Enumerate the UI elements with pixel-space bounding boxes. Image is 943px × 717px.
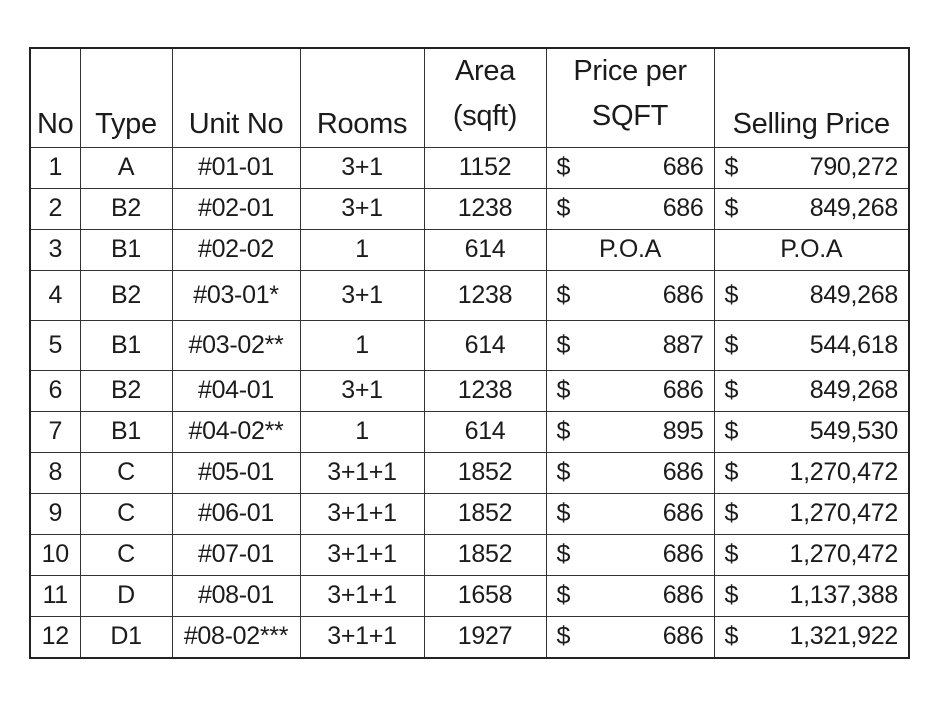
cell-type: B2 — [80, 270, 172, 320]
cell-type: C — [80, 452, 172, 493]
cell-type: A — [80, 147, 172, 188]
header-area — [424, 48, 546, 147]
table-row — [30, 493, 909, 534]
cell-selling-price — [714, 270, 909, 320]
table-row — [30, 229, 909, 270]
selling-price-value: 1,270,472 — [789, 499, 898, 528]
cell-no: 9 — [30, 493, 80, 534]
cell-price-per-sqft — [546, 147, 714, 188]
header-area-line1: Area — [454, 55, 516, 87]
cell-selling-price — [714, 370, 909, 411]
header-price-per-sqft — [546, 48, 714, 147]
price-per-sqft-value: 686 — [662, 280, 704, 309]
cell-price-per-sqft — [546, 411, 714, 452]
cell-type: B1 — [80, 229, 172, 270]
currency-symbol: $ — [556, 581, 571, 610]
price-per-sqft-value: 686 — [662, 540, 704, 569]
cell-no: 10 — [30, 534, 80, 575]
cell-unit-no: #02-01 — [172, 188, 300, 229]
currency-symbol: $ — [556, 458, 571, 487]
currency-symbol: $ — [556, 376, 571, 405]
cell-area: 1152 — [424, 147, 546, 188]
cell-type: D1 — [80, 616, 172, 658]
selling-price-value: 1,137,388 — [789, 581, 898, 610]
cell-rooms: 3+1 — [300, 370, 424, 411]
currency-symbol: $ — [724, 417, 739, 446]
header-psf-line1: Price per — [573, 55, 687, 87]
selling-price-value: 849,268 — [809, 376, 898, 405]
cell-no: 2 — [30, 188, 80, 229]
cell-no: 4 — [30, 270, 80, 320]
cell-area: 614 — [424, 229, 546, 270]
cell-price-per-sqft — [546, 320, 714, 370]
currency-symbol: $ — [556, 194, 571, 223]
cell-unit-no: #02-02 — [172, 229, 300, 270]
currency-symbol: $ — [724, 376, 739, 405]
cell-type: B2 — [80, 188, 172, 229]
cell-no: 5 — [30, 320, 80, 370]
cell-area: 1927 — [424, 616, 546, 658]
cell-no: 1 — [30, 147, 80, 188]
cell-rooms: 3+1 — [300, 147, 424, 188]
cell-no: 8 — [30, 452, 80, 493]
cell-unit-no: #04-01 — [172, 370, 300, 411]
price-list-sheet — [29, 47, 910, 659]
cell-price-per-sqft — [546, 493, 714, 534]
currency-symbol: $ — [724, 153, 739, 182]
cell-unit-no: #07-01 — [172, 534, 300, 575]
cell-rooms: 1 — [300, 411, 424, 452]
cell-area: 1238 — [424, 370, 546, 411]
header-psf-line2: SQFT — [591, 99, 669, 132]
table-row — [30, 452, 909, 493]
currency-symbol: $ — [724, 194, 739, 223]
table-row — [30, 370, 909, 411]
price-per-sqft-value: 686 — [662, 153, 704, 182]
cell-no: 12 — [30, 616, 80, 658]
header-row — [30, 48, 909, 147]
table-row — [30, 270, 909, 320]
cell-area: 1658 — [424, 575, 546, 616]
cell-price-per-sqft — [546, 270, 714, 320]
cell-rooms: 3+1+1 — [300, 575, 424, 616]
cell-selling-price — [714, 575, 909, 616]
cell-price-per-sqft — [546, 370, 714, 411]
cell-price-per-sqft — [546, 616, 714, 658]
header-unit-no: Unit No — [172, 48, 300, 147]
currency-symbol: $ — [724, 458, 739, 487]
table-row — [30, 411, 909, 452]
price-per-sqft-value: 887 — [662, 330, 704, 359]
header-rooms: Rooms — [300, 48, 424, 147]
cell-type: C — [80, 534, 172, 575]
cell-type: B1 — [80, 411, 172, 452]
price-per-sqft-value: 686 — [662, 622, 704, 651]
header-area-line2: (sqft) — [452, 99, 518, 132]
cell-selling-price — [714, 320, 909, 370]
cell-area: 614 — [424, 411, 546, 452]
currency-symbol: $ — [724, 280, 739, 309]
cell-no: 6 — [30, 370, 80, 411]
unit-price-table — [29, 47, 910, 659]
price-per-sqft-value: 686 — [662, 376, 704, 405]
selling-price-value: 549,530 — [809, 417, 898, 446]
cell-selling-price — [714, 616, 909, 658]
currency-symbol: $ — [724, 540, 739, 569]
cell-rooms: 3+1 — [300, 188, 424, 229]
currency-symbol: $ — [724, 330, 739, 359]
currency-symbol: $ — [724, 499, 739, 528]
cell-unit-no: #08-02*** — [172, 616, 300, 658]
header-no: No — [30, 48, 80, 147]
cell-price-per-sqft: P.O.A — [546, 229, 714, 270]
cell-rooms: 3+1 — [300, 270, 424, 320]
price-per-sqft-value: 686 — [662, 194, 704, 223]
cell-unit-no: #08-01 — [172, 575, 300, 616]
cell-area: 1852 — [424, 534, 546, 575]
currency-symbol: $ — [556, 153, 571, 182]
selling-price-value: 1,270,472 — [789, 458, 898, 487]
cell-no: 3 — [30, 229, 80, 270]
cell-selling-price — [714, 534, 909, 575]
currency-symbol: $ — [556, 280, 571, 309]
currency-symbol: $ — [724, 581, 739, 610]
cell-area: 614 — [424, 320, 546, 370]
cell-selling-price — [714, 188, 909, 229]
cell-unit-no: #03-01* — [172, 270, 300, 320]
cell-unit-no: #01-01 — [172, 147, 300, 188]
header-selling-price: Selling Price — [714, 48, 909, 147]
header-type: Type — [80, 48, 172, 147]
cell-area: 1852 — [424, 493, 546, 534]
price-per-sqft-value: 686 — [662, 499, 704, 528]
cell-area: 1238 — [424, 270, 546, 320]
currency-symbol: $ — [556, 499, 571, 528]
cell-selling-price: P.O.A — [714, 229, 909, 270]
price-per-sqft-value: 686 — [662, 458, 704, 487]
cell-rooms: 3+1+1 — [300, 493, 424, 534]
cell-rooms: 3+1+1 — [300, 616, 424, 658]
cell-unit-no: #03-02** — [172, 320, 300, 370]
currency-symbol: $ — [556, 622, 571, 651]
currency-symbol: $ — [724, 622, 739, 651]
cell-rooms: 3+1+1 — [300, 534, 424, 575]
selling-price-value: 544,618 — [809, 330, 898, 359]
selling-price-value: 849,268 — [809, 280, 898, 309]
cell-no: 7 — [30, 411, 80, 452]
cell-unit-no: #04-02** — [172, 411, 300, 452]
cell-price-per-sqft — [546, 575, 714, 616]
cell-unit-no: #05-01 — [172, 452, 300, 493]
cell-price-per-sqft — [546, 534, 714, 575]
cell-selling-price — [714, 493, 909, 534]
cell-selling-price — [714, 411, 909, 452]
cell-price-per-sqft — [546, 452, 714, 493]
cell-type: D — [80, 575, 172, 616]
selling-price-value: 1,321,922 — [789, 622, 898, 651]
price-per-sqft-value: 895 — [662, 417, 704, 446]
table-row — [30, 616, 909, 658]
currency-symbol: $ — [556, 417, 571, 446]
currency-symbol: $ — [556, 540, 571, 569]
cell-no: 11 — [30, 575, 80, 616]
selling-price-value: 1,270,472 — [789, 540, 898, 569]
cell-type: C — [80, 493, 172, 534]
cell-area: 1238 — [424, 188, 546, 229]
selling-price-value: 790,272 — [809, 153, 898, 182]
table-row — [30, 575, 909, 616]
table-row — [30, 147, 909, 188]
cell-type: B1 — [80, 320, 172, 370]
table-row — [30, 534, 909, 575]
cell-type: B2 — [80, 370, 172, 411]
table-body — [30, 147, 909, 658]
table-row — [30, 188, 909, 229]
cell-price-per-sqft — [546, 188, 714, 229]
cell-rooms: 1 — [300, 320, 424, 370]
selling-price-value: 849,268 — [809, 194, 898, 223]
table-row — [30, 320, 909, 370]
cell-selling-price — [714, 452, 909, 493]
cell-rooms: 3+1+1 — [300, 452, 424, 493]
price-per-sqft-value: 686 — [662, 581, 704, 610]
cell-area: 1852 — [424, 452, 546, 493]
cell-rooms: 1 — [300, 229, 424, 270]
cell-unit-no: #06-01 — [172, 493, 300, 534]
cell-selling-price — [714, 147, 909, 188]
currency-symbol: $ — [556, 330, 571, 359]
